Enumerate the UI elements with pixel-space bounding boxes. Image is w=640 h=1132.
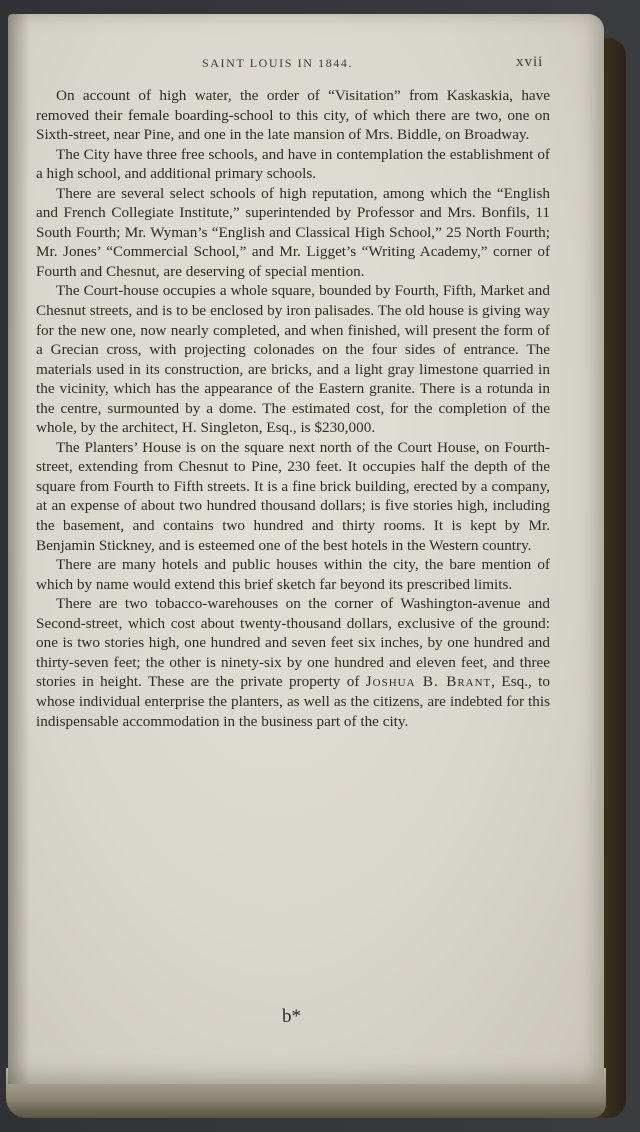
paragraph: The City have three free schools, and have in contemplation the establishment of a high school, and additional primary schools. (36, 145, 550, 183)
person-name: Joshua B. Brant (365, 673, 492, 691)
paragraph-last (36, 594, 550, 731)
running-title: SAINT LOUIS IN 1844. (202, 56, 354, 70)
body-text (36, 86, 550, 731)
page-number: xvii (516, 54, 544, 70)
paragraph: On account of high water, the order of “Visitation” from Kaskaskia, have removed their female boarding-school to this city, of which there are two, one on Sixth-street, near Pine, and one in the late mansion of Mrs. Biddle, on Broadway. (36, 87, 550, 144)
page-gutter-shadow (8, 14, 30, 1084)
paragraph: The Court-house occupies a whole square, bounded by Fourth, Fifth, Market and Chesnut streets, and is to be enclosed by iron palisades. The old house is giving way for the new one, now nearly completed, and when finished, will present the form of a Grecian cross, with projecting colonades on the four sides of entrance. The materials used in its construction, are bricks, and a light gray limestone quarried in the vicinity, which has the appearance of the Eastern granite. There is a rotunda in the centre, surmounted by a dome. The estimated cost, for the completion of the whole, by the architect, H. Singleton, Esq., is $230,000. (36, 282, 550, 437)
paragraph: The Planters’ House is on the square next north of the Court House, on Fourth-street, extending from Chesnut to Pine, 230 feet. It occupies half the depth of the square from Fourth to Fifth streets. It is a fine brick building, erected by a company, at an expense of about two hundred thousand dollars; is five stories high, including the basement, and contains two hundred and thirty rooms. It is kept by Mr. Benjamin Stickney, and is esteemed one of the best hotels in the Western country. (36, 438, 550, 554)
paragraph: There are many hotels and public houses within the city, the bare mention of which by name would extend this brief sketch far beyond its prescribed limits. (36, 556, 550, 593)
paragraph-text: , Esq., to whose individual enterprise the planters, as well as the citizens, are indebted for this indispensable accommodation in the business part of the city. (36, 673, 550, 730)
signature-mark: b* (282, 1006, 301, 1027)
paragraph: There are several select schools of high reputation, among which the “English and French Collegiate Institute,” superintended by Professor and Mrs. Bonfils, 11 South Fourth; Mr. Wyman’s “English and Classical High School,” 25 North Fourth; Mr. Jones’ “Commercial School,” and Mr. Ligget’s “Writing Academy,” corner of Fourth and Chesnut, are deserving of special mention. (36, 184, 550, 280)
paragraph-text: There are two tobacco-warehouses on the corner of Washington-avenue and Second-street, which cost about twenty-thousand dollars, exclusive of the ground: one is two stories high, one hundred and seven feet six inches, by one hundred and thirty-seven feet; the other is ninety-six by one hundred and eleven feet, and three stories in height. These are the private property of (36, 595, 550, 691)
